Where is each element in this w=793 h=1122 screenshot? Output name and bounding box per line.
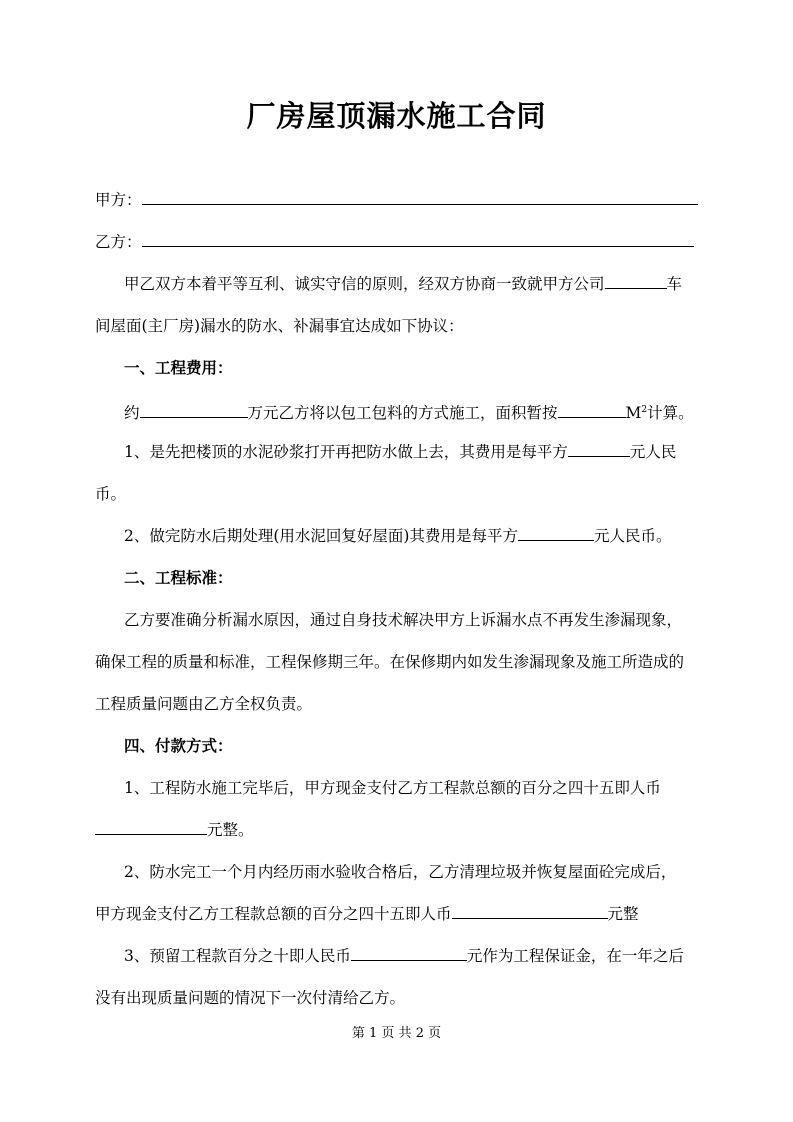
section-4-heading: 四、付款方式： [124,736,233,755]
payment-2-line-2 [95,903,639,925]
intro-line-1 [124,273,682,295]
party-a-label: 甲方： [95,191,142,209]
cost-text-b: 万元乙方将以包工包料的方式施工，面积暂按 [247,404,558,423]
document-title: 厂房屋顶漏水施工合同 [246,99,547,133]
payment-3-text: 3、预留工程款百分之十即人民币 [124,947,351,965]
payment-1-line-2 [95,819,254,841]
cost-text-d: 计算。 [647,404,694,423]
item-1-line-2: 币。 [95,485,127,503]
payment-2-blank[interactable] [452,904,608,919]
item-2-price-blank[interactable] [518,526,594,541]
payment-3-line-2: 没有出现质量问题的情况下一次付清给乙方。 [95,989,406,1007]
intro-text: 甲乙双方本着平等互利、诚实守信的原则，经双方协商一致就甲方公司 [124,275,605,293]
item-2-unit: 元人民币。 [593,527,672,545]
item-1-text: 1、是先把楼顶的水泥砂浆打开再把防水做上去，其费用是每平方 [124,443,568,461]
payment-1-unit: 元整。 [207,821,254,839]
party-a-blank[interactable] [142,190,698,205]
page-number-footer: 第 1 页 共 2 页 [351,1026,442,1041]
section-2-heading: 二、工程标准： [124,568,233,587]
payment-1-blank[interactable] [95,820,207,835]
cost-text-a: 约 [124,404,140,423]
item-2-line [124,525,671,547]
section-1-heading: 一、工程费用： [124,358,233,377]
payment-3-blank[interactable] [351,946,467,961]
party-b-line [95,231,694,253]
item-1-price-blank[interactable] [568,442,630,457]
company-blank[interactable] [605,274,667,289]
party-a-line [95,189,698,211]
payment-3-text-b: 元作为工程保证金，在一年之后 [466,947,684,965]
payment-3-line [124,945,684,967]
intro-line-2: 间屋面(主厂房)漏水的防水、补漏事宜达成如下协议： [95,317,464,335]
standard-line-1: 乙方要准确分析漏水原因，通过自身技术解决甲方上诉漏水点不再发生渗漏现象， [124,611,683,629]
standard-line-2: 确保工程的质量和标准，工程保修期三年。在保修期内如发生渗漏现象及施工所造成的 [95,653,685,671]
payment-2-line: 2、防水完工一个月内经历雨水验收合格后，乙方清理垃圾并恢复屋面砼完成后， [124,863,677,881]
intro-text-end: 车 [666,275,683,293]
standard-line-3: 工程质量问题由乙方全权负责。 [95,695,313,713]
cost-line [124,399,694,424]
payment-2-unit: 元整 [607,905,639,923]
unit-m: M [625,404,642,423]
amount-blank[interactable] [140,403,248,418]
area-blank[interactable] [558,403,626,418]
party-b-blank[interactable] [142,232,694,247]
unit-superscript: 2 [641,405,648,415]
payment-1-line: 1、工程防水施工完毕后，甲方现金支付乙方工程款总额的百分之四十五即人币 [124,779,661,797]
item-1-unit: 元人民 [629,443,677,461]
item-2-text: 2、做完防水后期处理(用水泥回复好屋面)其费用是每平方 [124,527,518,545]
payment-2-text: 甲方现金支付乙方工程款总额的百分之四十五即人币 [95,905,452,923]
party-b-label: 乙方： [95,233,142,251]
item-1-line [124,441,676,463]
